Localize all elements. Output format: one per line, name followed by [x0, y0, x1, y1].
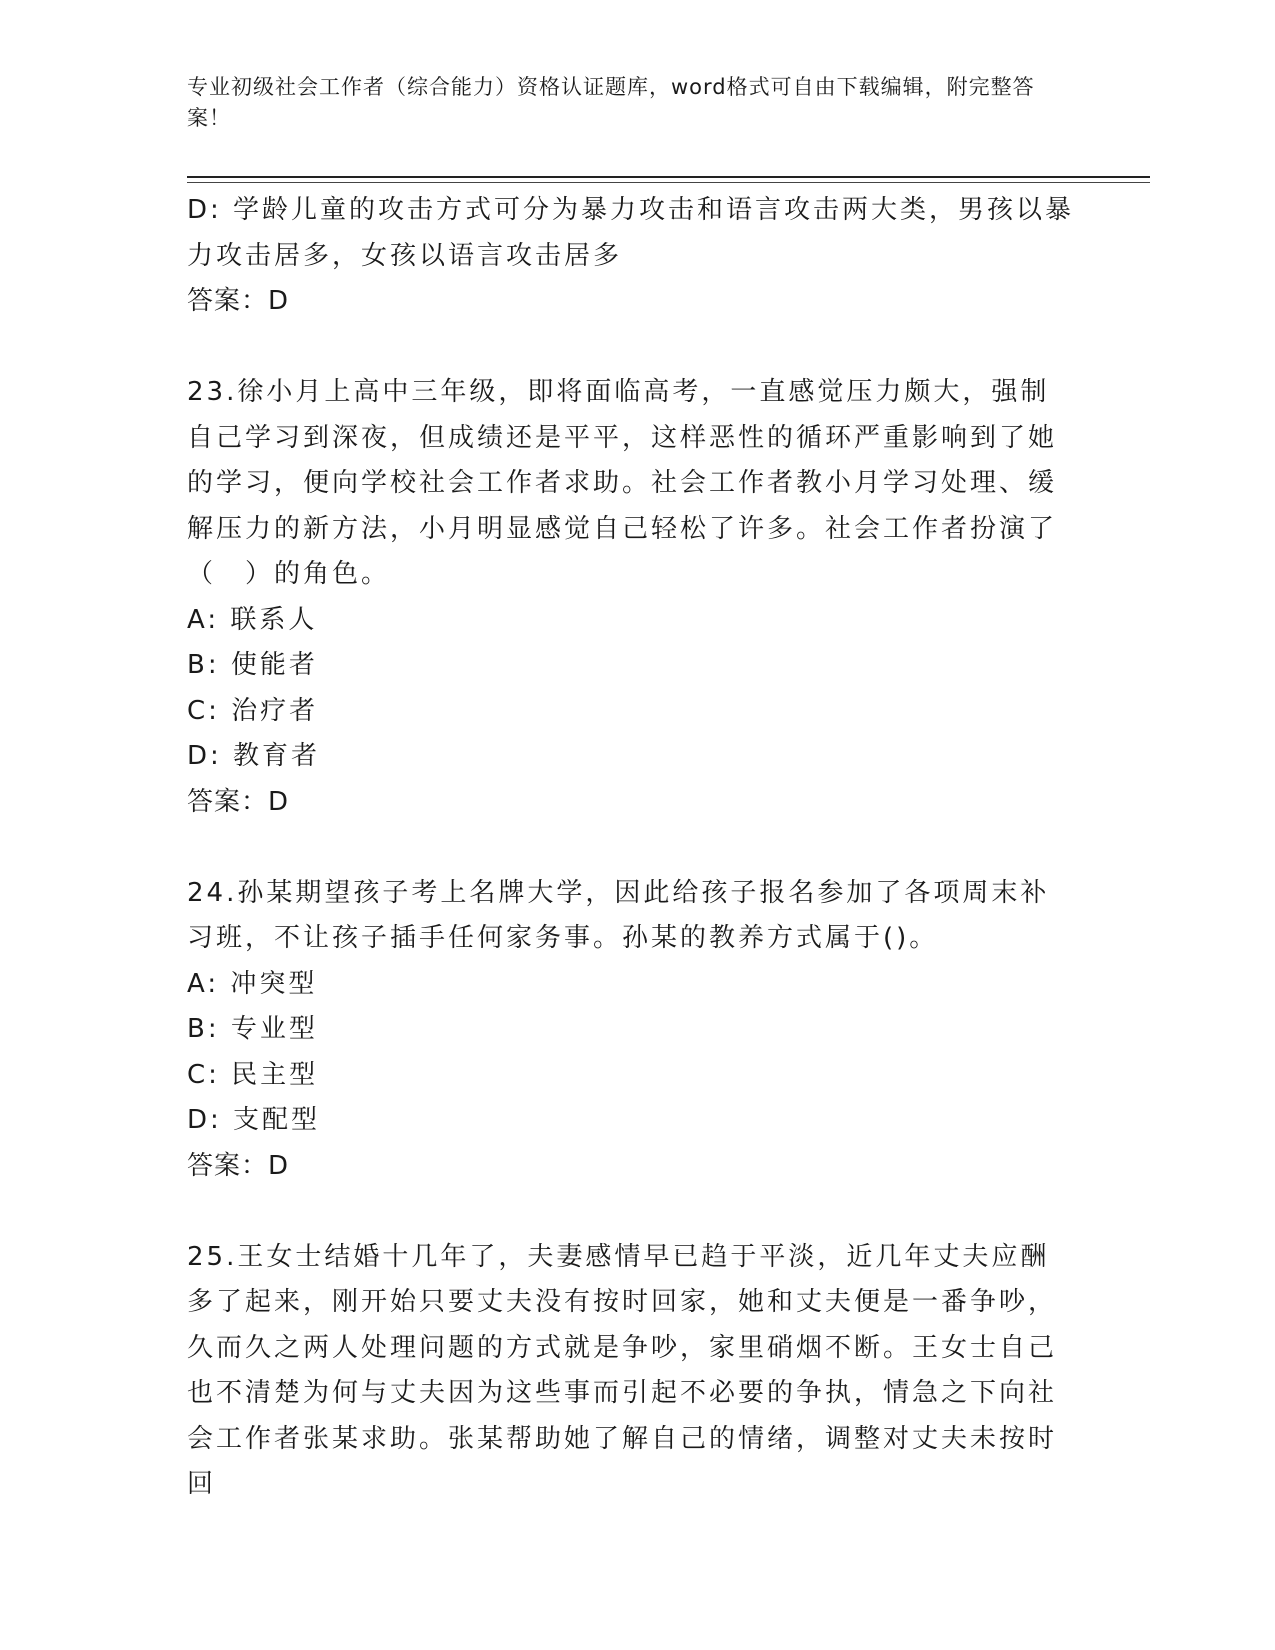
option-b: B: 专业型	[187, 1014, 318, 1044]
spacer	[187, 1189, 1077, 1235]
question-24	[187, 871, 1077, 1190]
question-23	[187, 370, 1077, 825]
option-a: A: 冲突型	[187, 968, 318, 999]
spacer	[187, 325, 1077, 371]
option-c: C: 治疗者	[187, 695, 319, 726]
option-a: A: 联系人	[187, 604, 318, 635]
option-d: D: 教育者	[187, 741, 321, 771]
question-25	[187, 1235, 1077, 1508]
question-stem: 24.孙某期望孩子考上名牌大学，因此给孩子报名参加了各项周末补习班，不让孩子插手任何家务事。孙某的教养方式属于()。	[187, 877, 1050, 953]
spacer	[187, 825, 1077, 871]
document-body	[187, 188, 1077, 1508]
answer-line: 答案：D	[187, 1150, 290, 1181]
option-b: B: 使能者	[187, 650, 318, 680]
question-stem: 23.徐小月上高中三年级，即将面临高考，一直感觉压力颇大，强制自己学习到深夜，但成绩还是平平，这样恶性的循环严重影响到了她的学习，便向学校社会工作者求助。社会工作者教小月学习处理、缓解压力的新方法，小月明显感觉自己轻松了许多。社会工作者扮演了（ ）的角色。	[187, 377, 1058, 589]
option-d: D: 学龄儿童的攻击方式可分为暴力攻击和语言攻击两大类，男孩以暴力攻击居多，女孩以语言攻击居多	[187, 195, 1075, 271]
previous-question-fragment	[187, 188, 1077, 325]
answer-line: 答案：D	[187, 286, 290, 316]
option-d: D: 支配型	[187, 1105, 321, 1135]
question-stem: 25.王女士结婚十几年了，夫妻感情早已趋于平淡，近几年丈夫应酬多了起来，刚开始只要丈夫没有按时回家，她和丈夫便是一番争吵，久而久之两人处理问题的方式就是争吵，家里硝烟不断。王女士自己也不清楚为何与丈夫因为这些事而引起不必要的争执，情急之下向社会工作者张某求助。张某帮助她了解自己的情绪，调整对丈夫未按时回	[187, 1241, 1058, 1499]
document-header: 专业初级社会工作者（综合能力）资格认证题库，word格式可自由下载编辑，附完整答案！	[187, 75, 1035, 130]
header-divider-secondary	[187, 182, 1150, 183]
option-c: C: 民主型	[187, 1059, 319, 1090]
answer-line: 答案：D	[187, 786, 290, 817]
header-divider	[187, 176, 1150, 178]
